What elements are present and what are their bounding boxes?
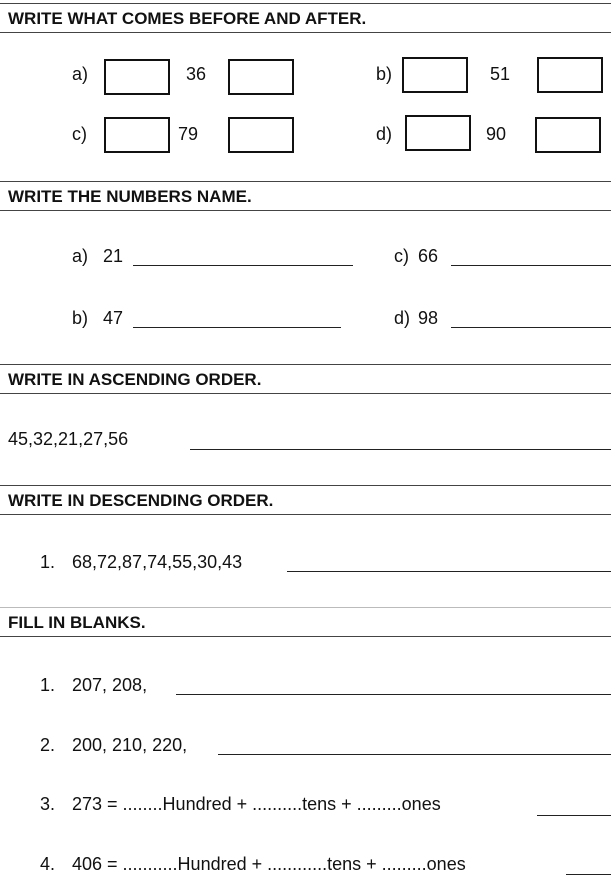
section-heading-ascending: WRITE IN ASCENDING ORDER.	[0, 364, 611, 394]
answer-box-after[interactable]	[228, 59, 294, 95]
item-number: 66	[418, 246, 439, 266]
number-list: 45,32,21,27,56	[8, 429, 129, 449]
answer-line[interactable]	[537, 815, 611, 816]
answer-line[interactable]	[176, 694, 611, 695]
answer-box-before[interactable]	[402, 57, 468, 93]
item-number: 51	[490, 64, 511, 84]
answer-line[interactable]	[566, 874, 611, 875]
item-label: b)	[72, 308, 89, 328]
section-heading-descending: WRITE IN DESCENDING ORDER.	[0, 485, 611, 515]
section-heading-number-names: WRITE THE NUMBERS NAME.	[0, 181, 611, 211]
item-label: c)	[394, 246, 409, 266]
answer-box-after[interactable]	[228, 117, 294, 153]
item-label: c)	[72, 124, 87, 144]
item-text: 200, 210, 220,	[72, 735, 188, 755]
item-label: 1.	[40, 552, 56, 572]
item-number: 79	[178, 124, 199, 144]
number-list: 68,72,87,74,55,30,43	[72, 552, 243, 572]
answer-line[interactable]	[190, 449, 611, 450]
item-label: a)	[72, 64, 89, 84]
answer-line[interactable]	[451, 327, 611, 328]
answer-box-after[interactable]	[537, 57, 603, 93]
item-text: 273 = ........Hundred + ..........tens + .........ones	[72, 794, 441, 814]
item-label: b)	[376, 64, 393, 84]
item-label: d)	[394, 308, 411, 328]
section-heading-fill-blanks: FILL IN BLANKS.	[0, 607, 611, 637]
answer-box-before[interactable]	[104, 59, 170, 95]
item-label: 1.	[40, 675, 56, 695]
answer-line[interactable]	[287, 571, 611, 572]
item-number: 98	[418, 308, 439, 328]
item-label: 3.	[40, 794, 56, 814]
item-label: d)	[376, 124, 393, 144]
answer-line[interactable]	[133, 327, 341, 328]
item-label: a)	[72, 246, 89, 266]
item-label: 4.	[40, 854, 56, 874]
answer-line[interactable]	[218, 754, 611, 755]
item-number: 47	[103, 308, 124, 328]
section-heading-before-after: WRITE WHAT COMES BEFORE AND AFTER.	[0, 3, 611, 33]
item-text: 406 = ...........Hundred + ............tens + .........ones	[72, 854, 466, 874]
answer-box-before[interactable]	[104, 117, 170, 153]
answer-box-before[interactable]	[405, 115, 471, 151]
item-number: 21	[103, 246, 124, 266]
item-text: 207, 208,	[72, 675, 148, 695]
answer-line[interactable]	[133, 265, 353, 266]
item-number: 36	[186, 64, 207, 84]
answer-line[interactable]	[451, 265, 611, 266]
item-number: 90	[486, 124, 507, 144]
answer-box-after[interactable]	[535, 117, 601, 153]
item-label: 2.	[40, 735, 56, 755]
